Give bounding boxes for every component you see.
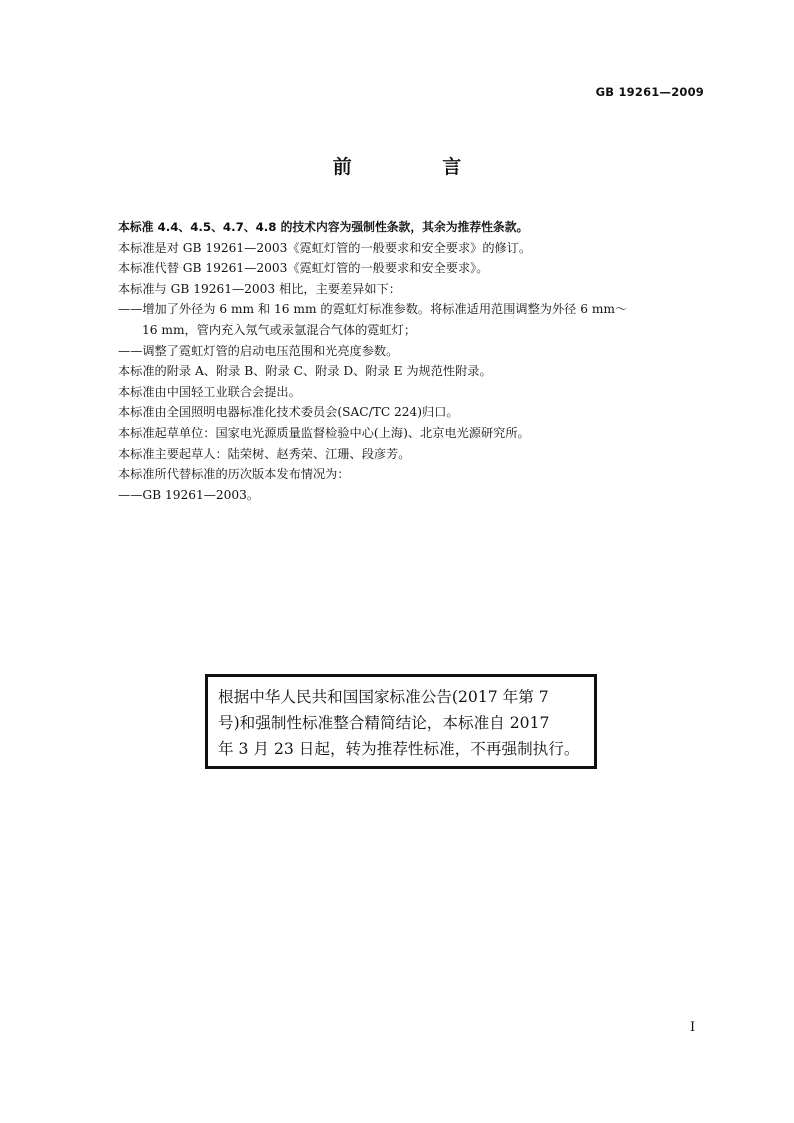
foreword-body: [118, 217, 708, 505]
notice-line: 号)和强制性标准整合精简结论，本标准自 2017: [218, 714, 550, 732]
paragraph-revision: 本标准是对 GB 19261—2003《霓虹灯管的一般要求和安全要求》的修订。: [118, 240, 532, 255]
list-item-difference-2: ——调整了霓虹灯管的启动电压范围和光亮度参数。: [118, 343, 399, 358]
paragraph-annexes: 本标准的附录 A、附录 B、附录 C、附录 D、附录 E 为规范性附录。: [118, 364, 492, 379]
list-item-difference-1: ——增加了外径为 6 mm 和 16 mm 的霓虹灯标准参数。将标准适用范围调整为外径 6 mm～: [118, 302, 628, 317]
page-number: I: [690, 1020, 696, 1035]
page-title: 前 言: [332, 156, 504, 178]
status-notice-box: [205, 674, 597, 769]
list-item-difference-1-continued: 16 mm，管内充入氖气或汞氩混合气体的霓虹灯；: [142, 322, 417, 337]
notice-line: 年 3 月 23 日起，转为推荐性标准，不再强制执行。: [218, 740, 580, 758]
paragraph-managed-by: 本标准由全国照明电器标准化技术委员会(SAC/TC 224)归口。: [118, 405, 459, 420]
paragraph-previous-editions: 本标准所代替标准的历次版本发布情况为：: [118, 467, 350, 482]
paragraph-replaces: 本标准代替 GB 19261—2003《霓虹灯管的一般要求和安全要求》。: [118, 261, 489, 276]
paragraph-drafting-units: 本标准起草单位：国家电光源质量监督检验中心(上海)、北京电光源研究所。: [118, 425, 530, 440]
paragraph-proposed-by: 本标准由中国轻工业联合会提出。: [118, 384, 301, 399]
paragraph-drafters: 本标准主要起草人：陆荣树、赵秀荣、江珊、段彦芳。: [118, 446, 411, 461]
paragraph-differences-intro: 本标准与 GB 19261—2003 相比，主要差异如下：: [118, 281, 401, 296]
standard-code: GB 19261—2009: [595, 85, 704, 99]
notice-line: 根据中华人民共和国国家标准公告(2017 年第 7: [218, 688, 549, 706]
paragraph-mandatory-clauses: 本标准 4.4、4.5、4.7、4.8 的技术内容为强制性条款，其余为推荐性条款。: [118, 220, 529, 234]
list-item-previous-edition: ——GB 19261—2003。: [118, 487, 260, 502]
